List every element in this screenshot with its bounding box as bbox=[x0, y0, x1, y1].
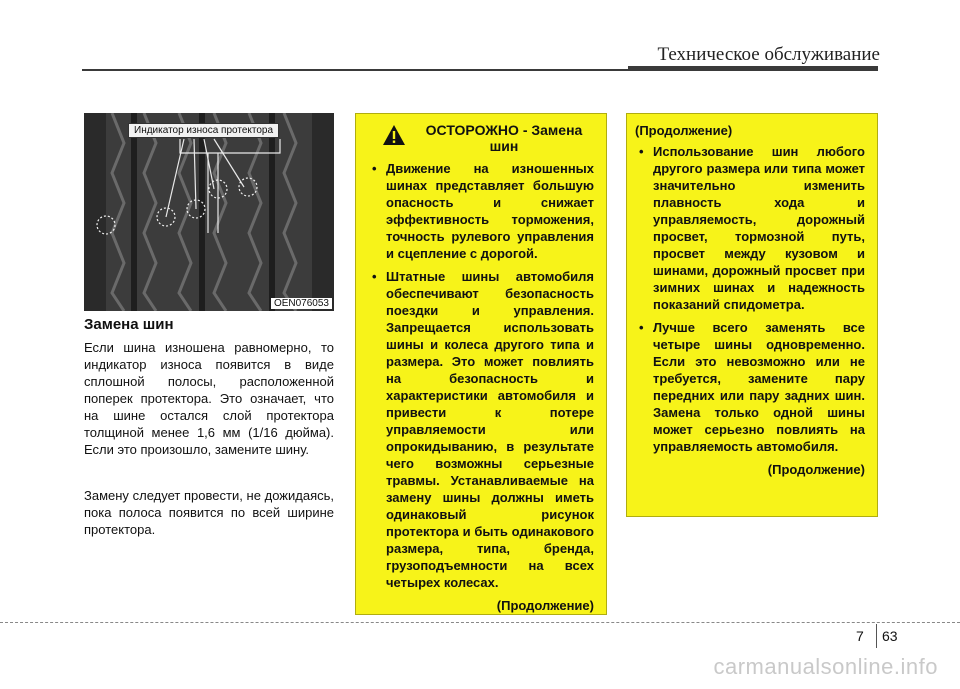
warning-bullet-2: • Штатные шины автомобиля обеспечивают безопасность поездки и управления. Запрещается использовать шины и колеса другого типа и размера. Это может повлиять на безопасность и характеристики автомобиля и привести к потере управляемости или опрокидыванию, в результате чего возможны серьезные травмы. Устанавливаемые на замену шины должны иметь одинаковый рисунок протектора и быть одинакового размера, типа, бренда, грузоподъемности на всех четырех колесах. bbox=[368, 268, 594, 591]
watermark: carmanualsonline.info bbox=[713, 654, 938, 679]
continuation-box bbox=[626, 113, 878, 517]
body-paragraph-2: Замену следует провести, не дожидаясь, пока полоса появится по всей ширине протектора. bbox=[84, 488, 334, 537]
chapter-number: 7 bbox=[856, 628, 864, 644]
continuation-continued-label: (Продолжение) bbox=[767, 462, 865, 477]
header-rule-accent bbox=[628, 66, 878, 71]
body-paragraph-1: Если шина изношена равномерно, то индикатор износа появится в виде сплошной полосы, расположенной поперек протектора. Это означает, что на шине остался слой протектора толщиной менее 1,6 мм (1/16 дюйма). Если это произошло, замените шину. bbox=[84, 340, 334, 457]
warning-list bbox=[368, 160, 594, 591]
warning-title: ОСТОРОЖНО - Замена шин bbox=[425, 122, 583, 154]
footer-dashed-rule bbox=[0, 622, 960, 623]
continuation-list bbox=[635, 143, 865, 455]
warning-continued-label: (Продолжение) bbox=[496, 598, 594, 613]
continuation-bullet-2: • Лучше всего заменять все четыре шины одновременно. Если это невозможно или не требуется, замените пару передних или пару задних шин. Замена только одной шины может серьезно повлиять на управляемость автомобиля. bbox=[635, 319, 865, 455]
tire-tread-illustration bbox=[84, 113, 334, 311]
tread-wear-indicator-callout: Индикатор износа протектора bbox=[128, 123, 279, 138]
image-code: OEN076053 bbox=[271, 298, 332, 309]
page-number-divider bbox=[876, 624, 877, 648]
warning-box bbox=[355, 113, 607, 615]
section-title: Замена шин bbox=[84, 316, 174, 333]
tire-tread-photo bbox=[84, 113, 334, 311]
warning-triangle-icon bbox=[382, 124, 406, 146]
warning-bullet-1: • Движение на изношенных шинах представляет большую опасность и снижает эффективность торможения, точность рулевого управления и сцепление с дорогой. bbox=[368, 160, 594, 262]
warning-heading bbox=[368, 122, 594, 154]
continuation-bullet-1: • Использование шин любого другого размера или типа может значительно изменить плавность хода и управляемость, дорожный просвет, тормозной путь, просвет между кузовом и шинами, дорожный просвет при зимних шинах и надежность показаний спидометра. bbox=[635, 143, 865, 313]
page-number: 63 bbox=[882, 628, 898, 644]
continuation-heading: (Продолжение) bbox=[635, 123, 733, 138]
running-header-title: Техническое обслуживание bbox=[657, 44, 880, 65]
